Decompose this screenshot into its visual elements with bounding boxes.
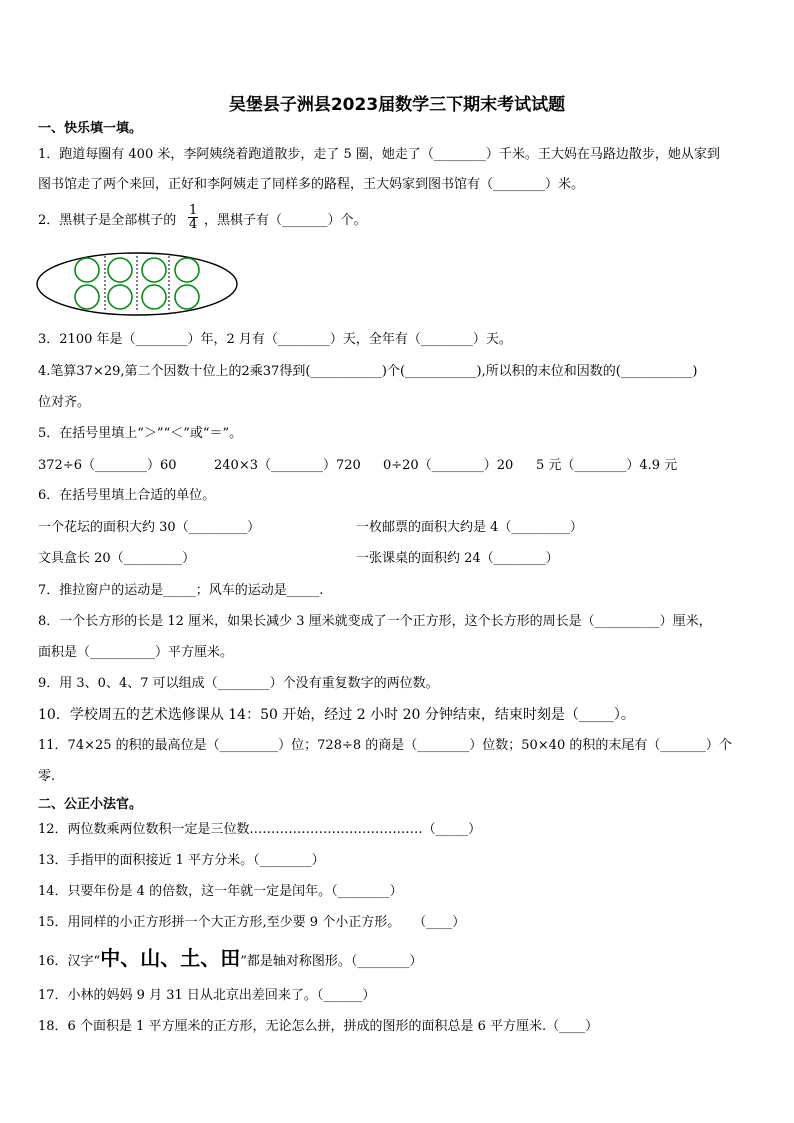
question-8-line-2: 面积是（__________）平方厘米。 [38, 645, 234, 660]
question-5-item: 0÷20（________）20 [383, 458, 514, 473]
question-16-prefix: 16．汉字“ [38, 954, 101, 969]
question-1-line-2: 图书馆走了两个来回，正好和李阿姨走了同样多的路程，王大妈家到图书馆有（________）米。 [38, 177, 585, 192]
question-5: 5．在括号里填上“＞”“＜”或“＝”。 [38, 426, 243, 441]
question-4-line-2: 位对齐。 [38, 395, 91, 410]
question-4-line-1: 4.笔算37×29,第二个因数十位上的2乘37得到(___________)个(___________),所以积的末位和因数的(___________) [38, 364, 698, 379]
question-16 [38, 946, 423, 970]
section-1-heading: 一、快乐填一填。 [38, 121, 143, 136]
symmetric-characters: 中、山、土、田 [100, 946, 241, 970]
chess-piece [75, 285, 99, 309]
question-6-item: 一个花坛的面积大约 30（_________） [38, 520, 261, 535]
chess-piece [142, 285, 166, 309]
chess-piece [75, 258, 99, 282]
chess-piece [175, 285, 199, 309]
question-5-item: 372÷6（________）60 [38, 458, 177, 473]
section-2-heading: 二、公正小法官。 [38, 797, 143, 812]
question-6-item: 文具盒长 20（_________） [38, 551, 196, 566]
question-11-line-2: 零. [38, 769, 56, 784]
fraction-one-quarter [188, 204, 198, 231]
question-5-item: 5 元（________）4.9 元 [536, 458, 678, 473]
page-title: 吴堡县子洲县2023届数学三下期末考试试题 [228, 95, 566, 115]
question-8-line-1: 8．一个长方形的长是 12 厘米，如果长减少 3 厘米就变成了一个正方形，这个长方形的周长是（__________）厘米， [38, 614, 712, 629]
chess-pieces-figure [34, 250, 240, 318]
question-13: 13．手指甲的面积接近 1 平方分米。（________） [38, 853, 325, 868]
chess-piece [142, 258, 166, 282]
question-14: 14．只要年份是 4 的倍数，这一年就一定是闰年。（________） [38, 884, 403, 899]
chess-piece [108, 258, 132, 282]
question-2-suffix: ，黑棋子有（_______）个。 [204, 213, 367, 228]
question-5-item: 240×3（________）720 [214, 458, 361, 473]
fraction-numerator: 1 [189, 203, 198, 218]
question-9: 9．用 3、0、4、7 可以组成（________）个没有重复数字的两位数。 [38, 676, 439, 691]
fraction-denominator: 4 [189, 217, 198, 232]
chess-piece [108, 285, 132, 309]
question-6-item: 一张课桌的面积约 24（________） [356, 551, 559, 566]
question-7: 7．推拉窗户的运动是_____；风车的运动是_____. [38, 583, 324, 598]
question-18: 18．6 个面积是 1 平方厘米的正方形，无论怎么拼，拼成的图形的面积总是 6 平方厘米.（____） [38, 1019, 599, 1034]
question-10: 10．学校周五的艺术选修课从 14：50 开始，经过 2 小时 20 分钟结束，结束时刻是（_____）。 [38, 707, 635, 723]
question-3: 3．2100 年是（________）年，2 月有（________）天，全年有（________）天。 [38, 332, 512, 347]
chess-piece [175, 258, 199, 282]
question-6-item: 一枚邮票的面积大约是 4（_________） [356, 520, 583, 535]
question-6: 6．在括号里填上合适的单位。 [38, 488, 216, 503]
question-15: 15．用同样的小正方形拼一个大正方形,至少要 9 个小正方形。 （____） [38, 915, 466, 930]
question-1-line-1: 1．跑道每圈有 400 米，李阿姨绕着跑道散步，走了 5 圈，她走了（________）千米。王大妈在马路边散步，她从家到 [38, 147, 720, 162]
question-11-line-1: 11．74×25 的积的最高位是（_________）位；728÷8 的商是（________）位数；50×40 的积的末尾有（_______）个 [38, 738, 732, 753]
question-12: 12．两位数乘两位数积一定是三位数.…………………………………（_____） [38, 822, 482, 837]
question-16-suffix: ”都是轴对称图形。（________） [240, 954, 423, 969]
question-17: 17．小林的妈妈 9 月 31 日从北京出差回来了。（______） [38, 988, 376, 1003]
question-2-prefix: 2．黑棋子是全部棋子的 [38, 213, 177, 228]
